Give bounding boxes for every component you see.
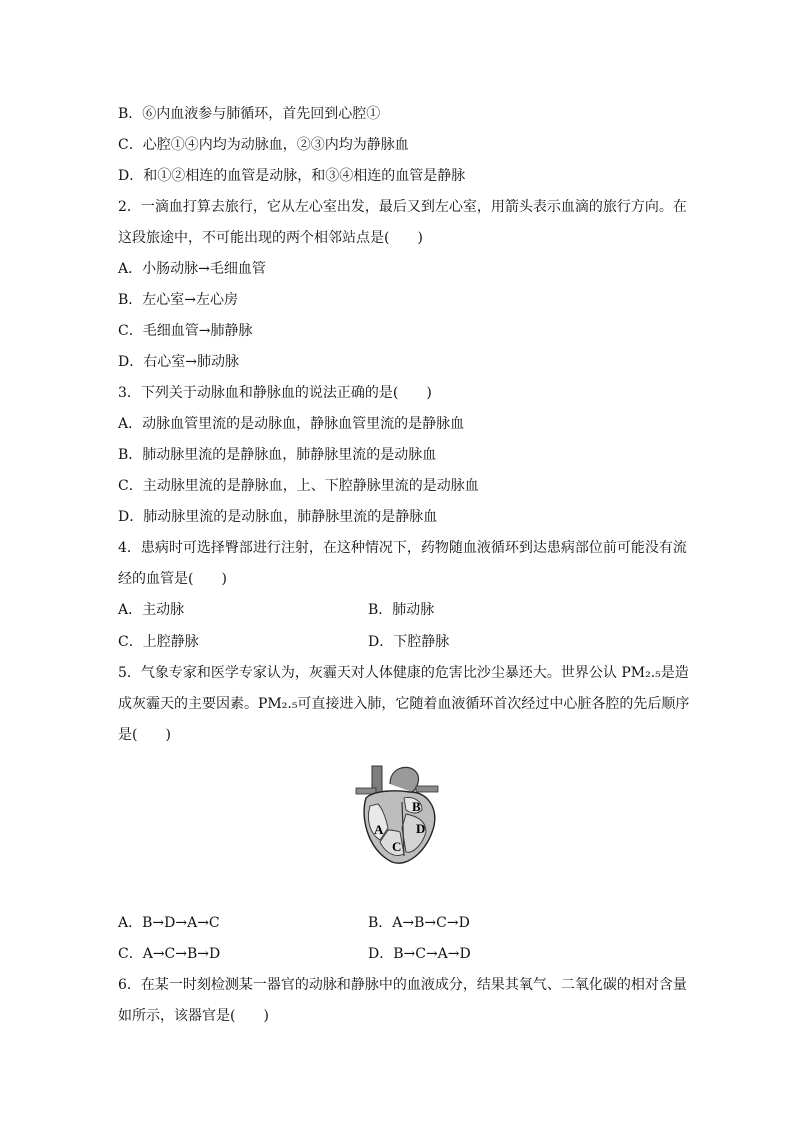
q4-option-c: C．上腔静脉	[118, 634, 199, 650]
heart-diagram	[352, 762, 442, 868]
aorta-shape	[390, 767, 418, 792]
q4-option-a: A．主动脉	[118, 602, 185, 618]
q4-stem-line1: 4．患病时可选择臀部进行注射，在这种情况下，药物随血液循环到达患病部位前可能没有流	[118, 540, 687, 556]
q4-option-d: D．下腔静脉	[368, 634, 450, 650]
q2-option-a: A．小肠动脉→毛细血管	[118, 261, 266, 277]
q2-stem-line2: 这段旅途中，不可能出现的两个相邻站点是( )	[118, 230, 423, 246]
q1-option-c: C．心腔①④内均为动脉血，②③内均为静脉血	[118, 137, 409, 153]
q3-option-a: A．动脉血管里流的是动脉血，静脉血管里流的是静脉血	[118, 416, 465, 432]
q5-option-b: B．A→B→C→D	[368, 915, 470, 931]
q5-option-a: A．B→D→A→C	[118, 915, 220, 931]
heart-label-d: D	[416, 821, 426, 836]
q2-option-b: B．左心室→左心房	[118, 292, 239, 308]
q4-stem-line2: 经的血管是( )	[118, 571, 227, 587]
q2-option-c: C．毛细血管→肺静脉	[118, 323, 253, 339]
heart-label-c: C	[392, 839, 402, 854]
q2-option-d: D．右心室→肺动脉	[118, 354, 239, 370]
q3-option-d: D．肺动脉里流的是动脉血，肺静脉里流的是静脉血	[118, 509, 438, 525]
q3-stem: 3．下列关于动脉血和静脉血的说法正确的是( )	[118, 385, 432, 401]
q6-stem-line2: 如所示，该器官是( )	[118, 1008, 269, 1024]
q1-option-b: B．⑥内血液参与肺循环，首先回到心腔①	[118, 106, 381, 122]
q5-stem-line1: 5．气象专家和医学专家认为，灰霾天对人体健康的危害比沙尘暴还大。世界公认 PM₂.₅是造	[118, 665, 689, 681]
q5-stem-line3: 是( )	[118, 727, 171, 743]
q2-stem-line1: 2．一滴血打算去旅行，它从左心室出发，最后又到左心室，用箭头表示血滴的旅行方向。在	[118, 199, 687, 215]
q1-option-d: D．和①②相连的血管是动脉，和③④相连的血管是静脉	[118, 168, 466, 184]
q5-stem-line2: 成灰霾天的主要因素。PM₂.₅可直接进入肺，它随着血液循环首次经过中心脏各腔的先后顺序	[118, 696, 690, 712]
heart-label-a: A	[374, 822, 384, 837]
q4-option-b: B．肺动脉	[368, 602, 435, 618]
q6-stem-line1: 6．在某一时刻检测某一器官的动脉和静脉中的血液成分，结果其氧气、二氧化碳的相对含量	[118, 977, 687, 993]
q3-option-b: B．肺动脉里流的是静脉血，肺静脉里流的是动脉血	[118, 447, 437, 463]
pulmonary-vessel-right-shape	[416, 786, 438, 792]
heart-label-b: B	[412, 799, 421, 814]
q5-option-d: D．B→C→A→D	[368, 946, 471, 962]
q3-option-c: C．主动脉里流的是静脉血，上、下腔静脉里流的是动脉血	[118, 478, 479, 494]
q5-option-c: C．A→C→B→D	[118, 946, 221, 962]
